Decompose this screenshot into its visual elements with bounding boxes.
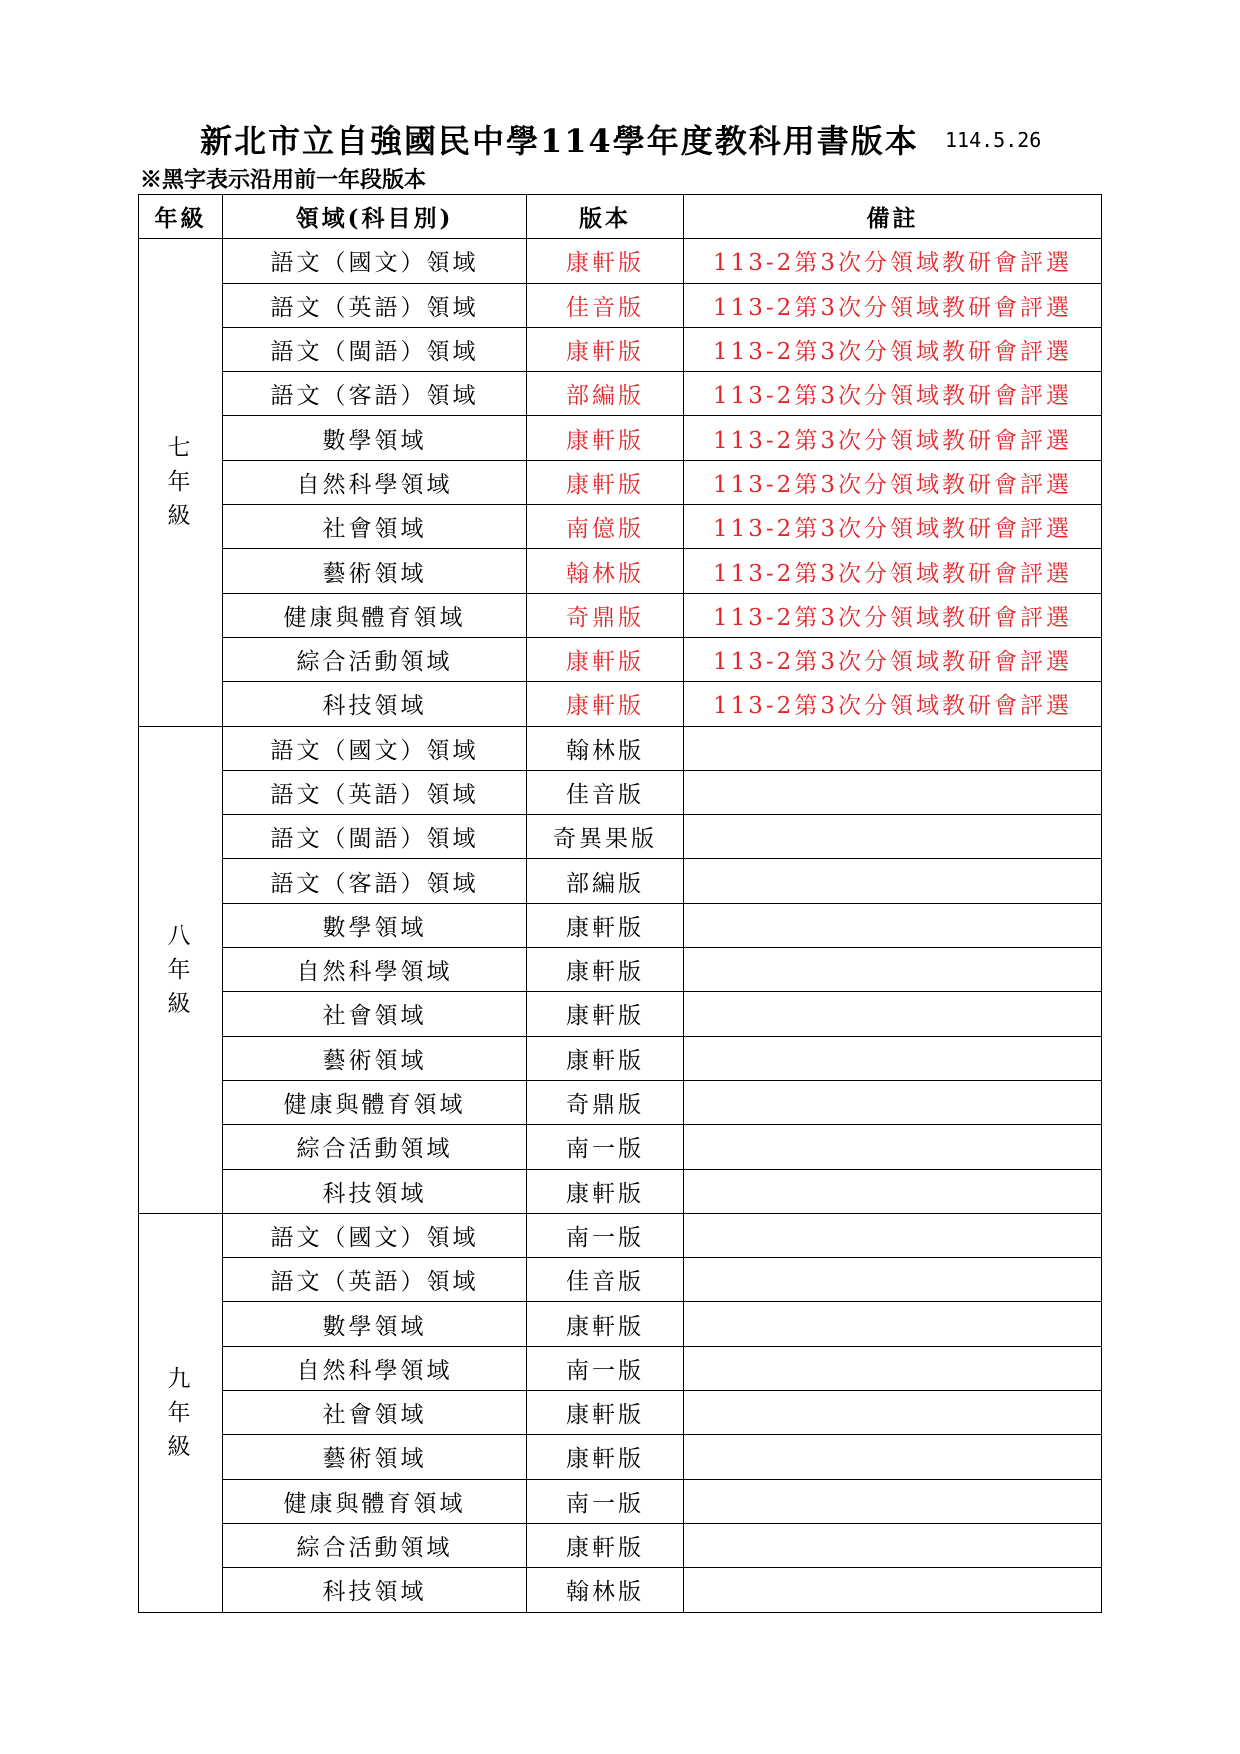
version-cell: 奇異果版	[527, 815, 684, 859]
domain-cell: 科技領域	[223, 1568, 527, 1612]
version-cell: 佳音版	[527, 770, 684, 814]
grade-cell	[139, 239, 223, 726]
table-row	[139, 1213, 1102, 1257]
document-date: 114.5.26	[945, 128, 1042, 152]
grade-label-char: 級	[167, 503, 194, 530]
remark-cell	[684, 992, 1102, 1036]
domain-cell: 科技領域	[223, 682, 527, 726]
domain-cell: 綜合活動領域	[223, 637, 527, 681]
header-grade: 年級	[139, 195, 223, 239]
table-row	[139, 1568, 1102, 1612]
table-row	[139, 372, 1102, 416]
table-row	[139, 593, 1102, 637]
grade-label-char: 級	[167, 1433, 194, 1460]
version-cell: 康軒版	[527, 682, 684, 726]
table-row	[139, 1391, 1102, 1435]
remark-cell: 113-2第3次分領域教研會評選	[684, 416, 1102, 460]
table-row	[139, 859, 1102, 903]
version-cell: 部編版	[527, 372, 684, 416]
table-row	[139, 1346, 1102, 1390]
domain-cell: 健康與體育領域	[223, 1080, 527, 1124]
domain-cell: 社會領域	[223, 992, 527, 1036]
table-row	[139, 1523, 1102, 1567]
version-cell: 康軒版	[527, 1435, 684, 1479]
header-version: 版本	[527, 195, 684, 239]
remark-cell	[684, 1125, 1102, 1169]
version-cell: 康軒版	[527, 460, 684, 504]
domain-cell: 語文（英語）領域	[223, 283, 527, 327]
domain-cell: 數學領域	[223, 1302, 527, 1346]
table-row	[139, 770, 1102, 814]
domain-cell: 數學領域	[223, 416, 527, 460]
domain-cell: 社會領域	[223, 505, 527, 549]
table-row	[139, 416, 1102, 460]
domain-cell: 語文（國文）領域	[223, 239, 527, 283]
table-row	[139, 815, 1102, 859]
domain-cell: 語文（英語）領域	[223, 1258, 527, 1302]
domain-cell: 數學領域	[223, 903, 527, 947]
remark-cell	[684, 1523, 1102, 1567]
remark-cell	[684, 726, 1102, 770]
remark-cell	[684, 1568, 1102, 1612]
version-cell: 翰林版	[527, 726, 684, 770]
version-cell: 康軒版	[527, 416, 684, 460]
domain-cell: 藝術領域	[223, 1435, 527, 1479]
remark-cell	[684, 1080, 1102, 1124]
table-row	[139, 1258, 1102, 1302]
remark-cell: 113-2第3次分領域教研會評選	[684, 505, 1102, 549]
remark-cell: 113-2第3次分領域教研會評選	[684, 327, 1102, 371]
version-cell: 康軒版	[527, 637, 684, 681]
remark-cell	[684, 770, 1102, 814]
domain-cell: 語文（客語）領域	[223, 859, 527, 903]
remark-cell	[684, 1258, 1102, 1302]
table-row	[139, 1169, 1102, 1213]
textbook-version-table	[138, 194, 1102, 1613]
table-row	[139, 992, 1102, 1036]
table-row	[139, 637, 1102, 681]
version-cell: 佳音版	[527, 283, 684, 327]
grade-label-char: 八	[167, 922, 194, 949]
version-cell: 南一版	[527, 1346, 684, 1390]
table-row	[139, 327, 1102, 371]
remark-cell	[684, 1391, 1102, 1435]
version-cell: 康軒版	[527, 948, 684, 992]
grade-label-char: 年	[167, 956, 194, 983]
version-cell: 南一版	[527, 1479, 684, 1523]
remark-cell	[684, 815, 1102, 859]
grade-cell	[139, 1213, 223, 1612]
domain-cell: 語文（閩語）領域	[223, 815, 527, 859]
table-row	[139, 903, 1102, 947]
version-cell: 康軒版	[527, 903, 684, 947]
grade-label-char: 年	[167, 469, 194, 496]
version-cell: 南億版	[527, 505, 684, 549]
version-cell: 康軒版	[527, 1169, 684, 1213]
domain-cell: 自然科學領域	[223, 948, 527, 992]
version-cell: 部編版	[527, 859, 684, 903]
table-row	[139, 726, 1102, 770]
version-cell: 康軒版	[527, 327, 684, 371]
domain-cell: 語文（國文）領域	[223, 726, 527, 770]
remark-cell: 113-2第3次分領域教研會評選	[684, 460, 1102, 504]
remark-cell: 113-2第3次分領域教研會評選	[684, 283, 1102, 327]
domain-cell: 健康與體育領域	[223, 1479, 527, 1523]
version-cell: 南一版	[527, 1125, 684, 1169]
remark-cell	[684, 859, 1102, 903]
remark-cell	[684, 1036, 1102, 1080]
table-row	[139, 1125, 1102, 1169]
domain-cell: 語文（閩語）領域	[223, 327, 527, 371]
table-row	[139, 505, 1102, 549]
domain-cell: 語文（客語）領域	[223, 372, 527, 416]
table-row	[139, 239, 1102, 283]
grade-label-char: 九	[167, 1365, 194, 1392]
domain-cell: 健康與體育領域	[223, 593, 527, 637]
domain-cell: 綜合活動領域	[223, 1125, 527, 1169]
table-row	[139, 1080, 1102, 1124]
page-title: 新北市立自強國民中學114學年度教科用書版本	[200, 122, 919, 160]
table-header-row	[139, 195, 1102, 239]
remark-cell	[684, 1346, 1102, 1390]
version-cell: 南一版	[527, 1213, 684, 1257]
remark-cell	[684, 1479, 1102, 1523]
domain-cell: 自然科學領域	[223, 1346, 527, 1390]
version-cell: 康軒版	[527, 1391, 684, 1435]
version-cell: 康軒版	[527, 1523, 684, 1567]
grade-label-char: 年	[167, 1399, 194, 1426]
table-row	[139, 283, 1102, 327]
version-cell: 奇鼎版	[527, 1080, 684, 1124]
version-cell: 康軒版	[527, 1302, 684, 1346]
grade-cell	[139, 726, 223, 1213]
legend-note: ※黑字表示沿用前一年段版本	[140, 167, 427, 193]
remark-cell: 113-2第3次分領域教研會評選	[684, 593, 1102, 637]
remark-cell: 113-2第3次分領域教研會評選	[684, 239, 1102, 283]
grade-label-char: 七	[167, 435, 194, 462]
version-cell: 翰林版	[527, 1568, 684, 1612]
remark-cell	[684, 1435, 1102, 1479]
table-row	[139, 948, 1102, 992]
version-cell: 康軒版	[527, 239, 684, 283]
remark-cell: 113-2第3次分領域教研會評選	[684, 637, 1102, 681]
table-row	[139, 1302, 1102, 1346]
table-body	[139, 239, 1102, 1612]
table-row	[139, 549, 1102, 593]
remark-cell	[684, 903, 1102, 947]
remark-cell: 113-2第3次分領域教研會評選	[684, 682, 1102, 726]
version-cell: 佳音版	[527, 1258, 684, 1302]
domain-cell: 科技領域	[223, 1169, 527, 1213]
table-row	[139, 682, 1102, 726]
header-remark: 備註	[684, 195, 1102, 239]
remark-cell	[684, 948, 1102, 992]
table-row	[139, 460, 1102, 504]
version-cell: 康軒版	[527, 992, 684, 1036]
domain-cell: 綜合活動領域	[223, 1523, 527, 1567]
version-cell: 奇鼎版	[527, 593, 684, 637]
table-row	[139, 1479, 1102, 1523]
table-row	[139, 1435, 1102, 1479]
domain-cell: 藝術領域	[223, 549, 527, 593]
domain-cell: 藝術領域	[223, 1036, 527, 1080]
grade-label-char: 級	[167, 990, 194, 1017]
table-row	[139, 1036, 1102, 1080]
header-domain: 領域(科目別)	[223, 195, 527, 239]
remark-cell	[684, 1169, 1102, 1213]
domain-cell: 語文（國文）領域	[223, 1213, 527, 1257]
domain-cell: 社會領域	[223, 1391, 527, 1435]
version-cell: 翰林版	[527, 549, 684, 593]
domain-cell: 語文（英語）領域	[223, 770, 527, 814]
remark-cell	[684, 1213, 1102, 1257]
remark-cell	[684, 1302, 1102, 1346]
domain-cell: 自然科學領域	[223, 460, 527, 504]
version-cell: 康軒版	[527, 1036, 684, 1080]
remark-cell: 113-2第3次分領域教研會評選	[684, 372, 1102, 416]
remark-cell: 113-2第3次分領域教研會評選	[684, 549, 1102, 593]
